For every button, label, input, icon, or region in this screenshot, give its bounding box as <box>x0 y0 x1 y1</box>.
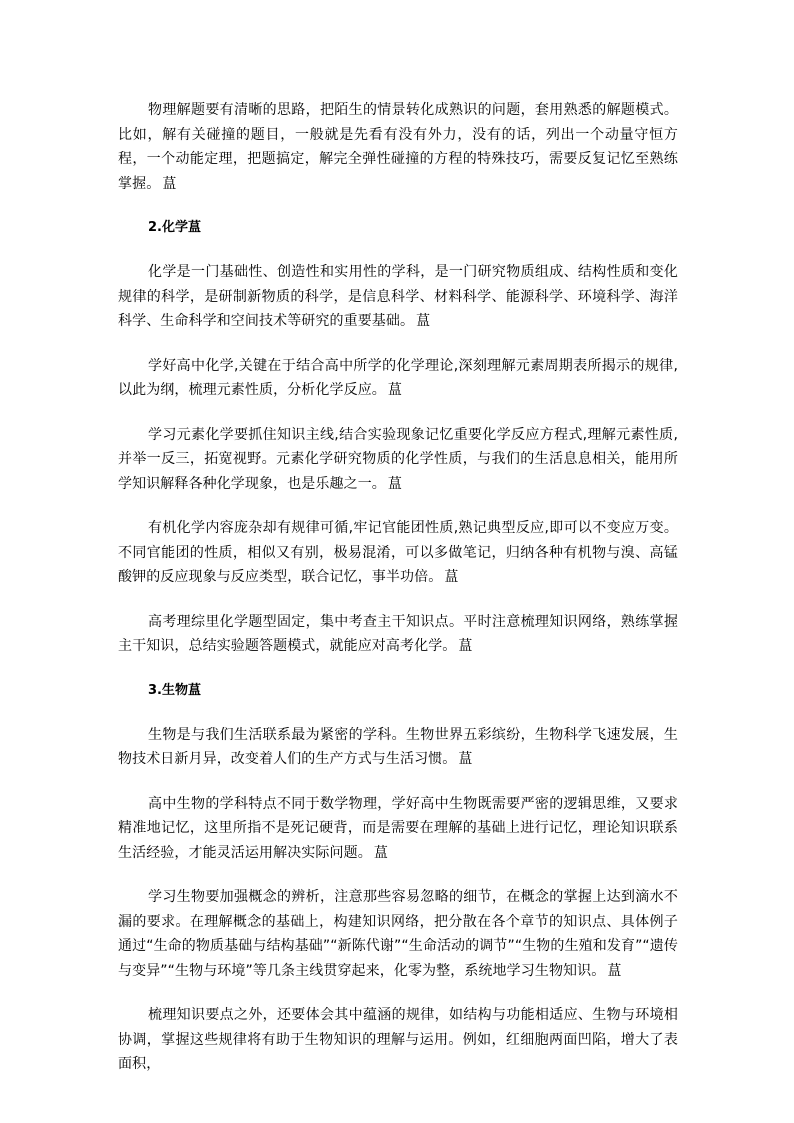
paragraph-text: 高考理综里化学题型固定，集中考查主干知识点。平时注意梳理知识网络，熟练掌握主干知识，总结实验题答题模式，就能应对高考化学。 <box>118 613 678 654</box>
biology-paragraph <box>118 792 678 866</box>
heading-text: 3.生物 <box>148 682 188 698</box>
heading-text: 2.化学 <box>148 220 188 235</box>
paragraph-text: 学习生物要加强概念的辨析，注意那些容易忽略的细节，在概念的掌握上达到滴水不漏的要求。在理解概念的基础上，构建知识网络，把分散在各个章节的知识点、具体例子通过“生命的物质基础与结构基础”“新陈代谢”“生命活动的调节”“生物的生殖和发育”“遗传与变异”“生物与环境”等几条主线贯穿起来，化零为整，系统地学习生物知识。 <box>118 889 678 979</box>
chemistry-paragraph <box>118 516 678 590</box>
paragraph-mark: 蒀 <box>373 844 388 861</box>
paragraph-text: 学好高中化学,关键在于结合高中所学的化学理论,深刻理解元素周期表所揭示的规律,以此为纲，梳理元素性质，分析化学反应。 <box>118 357 678 398</box>
chemistry-paragraph <box>118 260 678 334</box>
paragraph-mark: 蒀 <box>444 569 459 585</box>
paragraph-mark: 蒀 <box>607 962 622 979</box>
biology-paragraph <box>118 1003 678 1077</box>
paragraph-text: 高中生物的学科特点不同于数学物理，学好高中生物既需要严密的逻辑思维，又要求精准地记忆，这里所指不是死记硬背，而是需要在理解的基础上进行记忆，理论知识联系生活经验，才能灵活运用解决实际问题。 <box>118 795 678 861</box>
chemistry-paragraph <box>118 354 678 403</box>
paragraph-mark: 蒀 <box>187 682 201 698</box>
biology-paragraph <box>118 723 678 772</box>
paragraph-mark: 蒀 <box>458 751 473 767</box>
paragraph-text: 有机化学内容庞杂却有规律可循,牢记官能团性质,熟记典型反应,即可以不变应万变。不同官能团的性质，相似又有别，极易混淆，可以多做笔记，归纳各种有机物与溴、高锰酸钾的反应现象与反应类型，联合记忆，事半功倍。 <box>118 520 678 585</box>
paragraph-mark: 蒀 <box>387 382 403 398</box>
paragraph-text: 化学是一门基础性、创造性和实用性的学科，是一门研究物质组成、结构性质和变化规律的科学，是研制新物质的科学，是信息科学、材料科学、能源科学、环境科学、海洋科学、生命科学和空间技术等研究的重要基础。 <box>118 264 678 329</box>
paragraph-mark: 蒀 <box>416 313 431 329</box>
paragraph-mark: 蒀 <box>162 175 177 192</box>
section-heading-biology <box>118 679 678 703</box>
document-page <box>118 98 678 1077</box>
physics-paragraph <box>118 98 678 196</box>
paragraph-text: 物理解题要有清晰的思路，把陌生的情景转化成熟识的问题，套用熟悉的解题模式。比如，解有关碰撞的题目，一般就是先看有没有外力，没有的话，列出一个动量守恒方程，一个动能定理，把题搞定，解完全弹性碰撞的方程的特殊技巧，需要反复记忆至熟练掌握。 <box>118 102 678 192</box>
chemistry-paragraph <box>118 423 678 497</box>
paragraph-mark: 蒀 <box>387 475 403 492</box>
section-heading-chemistry <box>118 216 678 240</box>
paragraph-mark: 蒀 <box>458 638 473 654</box>
paragraph-text: 学习元素化学要抓住知识主线,结合实验现象记忆重要化学反应方程式,理解元素性质,并举一反三，拓宽视野。元素化学研究物质的化学性质，与我们的生活息息相关，能用所学知识解释各种化学现象，也是乐趣之一。 <box>118 426 678 492</box>
biology-paragraph <box>118 885 678 983</box>
paragraph-mark: 蒀 <box>187 220 201 235</box>
paragraph-text: 梳理知识要点之外，还要体会其中蕴涵的规律，如结构与功能相适应、生物与环境相协调，掌握这些规律将有助于生物知识的理解与运用。例如，红细胞两面凹陷，增大了表面积， <box>118 1007 678 1072</box>
paragraph-text: 生物是与我们生活联系最为紧密的学科。生物世界五彩缤纷，生物科学飞速发展，生物技术日新月异，改变着人们的生产方式与生活习惯。 <box>118 726 678 767</box>
chemistry-paragraph <box>118 610 678 659</box>
